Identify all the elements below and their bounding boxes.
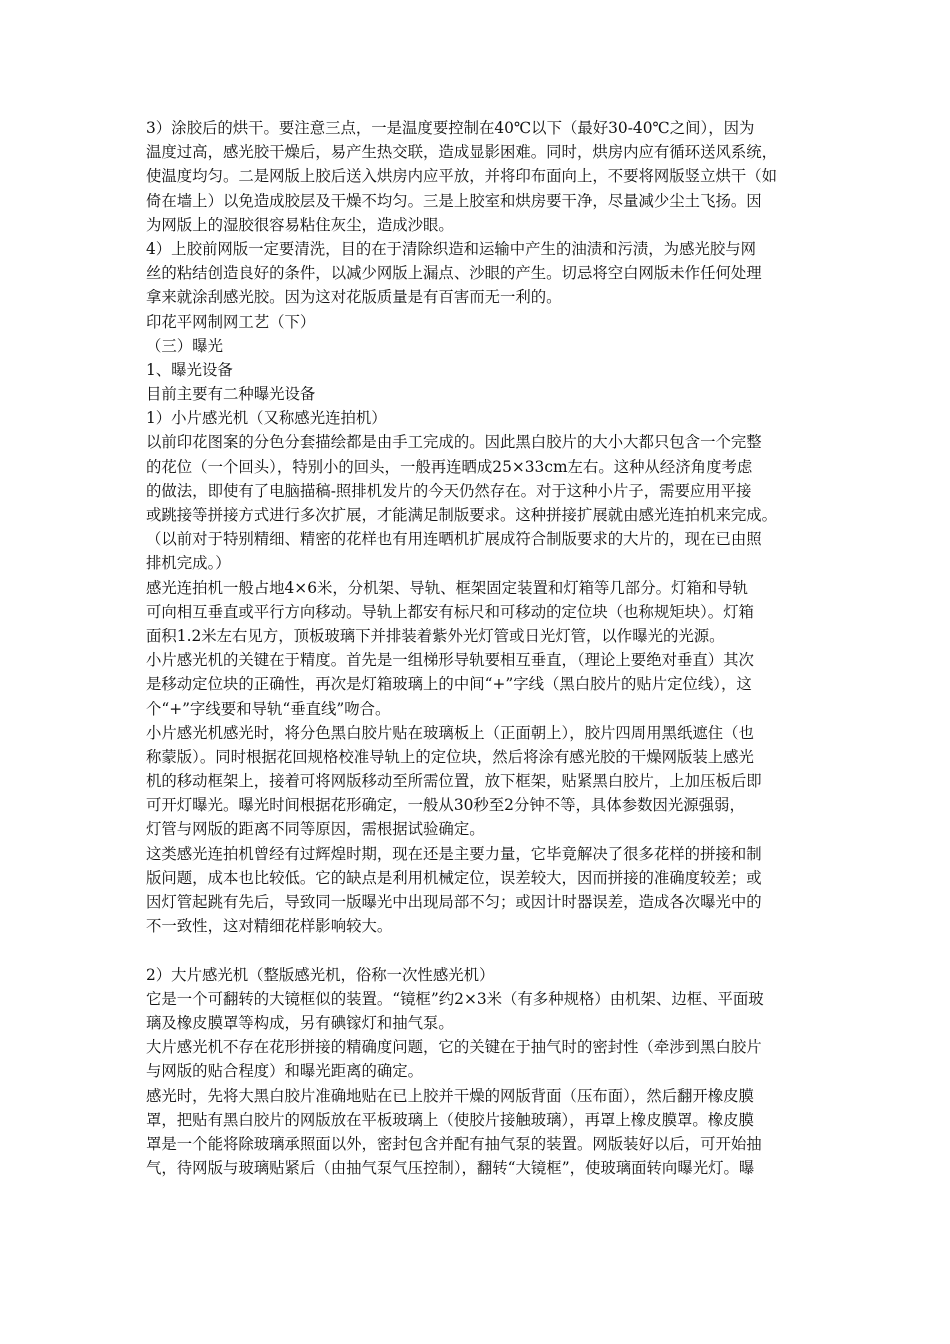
text-line: 2）大片感光机（整版感光机，俗称一次性感光机）	[146, 965, 495, 984]
text-line: （以前对于特别精细、精密的花样也有用连晒机扩展成符合制版要求的大片的，现在已由照	[146, 530, 762, 549]
text-line: 与网版的贴合程度）和曝光距离的确定。	[146, 1062, 424, 1081]
text-line: 倚在墙上）以免造成胶层及干燥不均匀。三是上胶室和烘房要干净，尽量减少尘土飞扬。因	[146, 191, 762, 210]
blank-line	[146, 938, 810, 962]
text-line: 它是一个可翻转的大镜框似的装置。“镜框”约2×3米（有多种规格）由机架、边框、平面玻	[146, 989, 764, 1008]
text-line: 气，待网版与玻璃贴紧后（由抽气泵气压控制），翻转“大镜框”，使玻璃面转向曝光灯。曝	[146, 1159, 755, 1178]
text-line: 温度过高，感光胶干燥后，易产生热交联，造成显影困难。同时，烘房内应有循环送风系统，	[146, 143, 778, 162]
text-line: 感光时，先将大黑白胶片准确地贴在已上胶并干燥的网版背面（压布面），然后翻开橡皮膜	[146, 1086, 754, 1105]
text-line: 版问题，成本也比较低。它的缺点是利用机械定位，误差较大，因而拼接的准确度较差；或	[146, 868, 762, 887]
text-line: 以前印花图案的分色分套描绘都是由手工完成的。因此黑白胶片的大小大都只包含一个完整	[146, 433, 762, 452]
text-line: 因灯管起跳有先后，导致同一版曝光中出现局部不匀；或因计时器误差，造成各次曝光中的	[146, 893, 762, 911]
text-line: 面积1.2米左右见方，顶板玻璃下并排装着紫外光灯管或日光灯管，以作曝光的光源。	[146, 626, 725, 645]
text-line: 大片感光机不存在花形拼接的精确度问题，它的关键在于抽气时的密封性（牵涉到黑白胶片	[146, 1038, 762, 1057]
text-line: 感光连拍机一般占地4×6米，分机架、导轨、框架固定装置和灯箱等几部分。灯箱和导轨	[146, 578, 748, 597]
text-line: 小片感光机的关键在于精度。首先是一组梯形导轨要相互垂直，（理论上要绝对垂直）其次	[146, 651, 754, 670]
text-line: 使温度均匀。二是网版上胶后送入烘房内应平放，并将印布面向上，不要将网版竖立烘干（如	[146, 167, 778, 186]
text-line: 个“+”字线要和导轨“垂直线”吻合。	[146, 699, 391, 718]
text-line: 的花位（一个回头），特别小的回头，一般再连晒成25×33cm左右。这种从经济角度考虑	[146, 457, 753, 476]
text-line: 排机完成。）	[146, 554, 231, 573]
text-line: 3）涂胶后的烘干。要注意三点，一是温度要控制在40℃以下（最好30-40℃之间），因为	[146, 119, 755, 137]
text-line: 称蒙版）。同时根据花回规格校准导轨上的定位块，然后将涂有感光胶的干燥网版装上感光	[146, 747, 754, 766]
text-line: 小片感光机感光时，将分色黑白胶片贴在玻璃板上（正面朝上），胶片四周用黑纸遮住（也	[146, 723, 754, 742]
text-line: 目前主要有二种曝光设备	[146, 385, 316, 404]
text-line: 拿来就涂刮感光胶。因为这对花版质量是有百害而无一利的。	[146, 288, 562, 307]
text-line: 1、曝光设备	[146, 360, 233, 379]
text-line: 可向相互垂直或平行方向移动。导轨上都安有标尺和可移动的定位块（也称规矩块）。灯箱	[146, 602, 754, 621]
text-line: 这类感光连拍机曾经有过辉煌时期，现在还是主要力量，它毕竟解决了很多花样的拼接和制	[146, 844, 762, 863]
text-line: 不一致性，这对精细花样影响较大。	[146, 917, 393, 936]
text-line: 璃及橡皮膜罩等构成，另有碘镓灯和抽气泵。	[146, 1013, 454, 1032]
text-line: 机的移动框架上，接着可将网版移动至所需位置，放下框架，贴紧黑白胶片，上加压板后即	[146, 772, 762, 791]
text-line: 或跳接等拼接方式进行多次扩展，才能满足制版要求。这种拼接扩展就由感光连拍机来完成。	[146, 506, 778, 524]
text-line: 灯管与网版的距离不同等原因，需根据试验确定。	[146, 820, 485, 839]
text-line: 罩，把贴有黑白胶片的网版放在平板玻璃上（使胶片接触玻璃），再罩上橡皮膜罩。橡皮膜	[146, 1110, 754, 1129]
text-line: 的做法，即使有了电脑描稿-照排机发片的今天仍然存在。对于这种小片子，需要应用平接	[146, 481, 752, 500]
text-line: 1）小片感光机（又称感光连拍机）	[146, 409, 387, 428]
text-line: 是移动定位块的正确性，再次是灯箱玻璃上的中间“+”字线（黑白胶片的贴片定位线），这	[146, 675, 752, 694]
text-line: 丝的粘结创造良好的条件，以减少网版上漏点、沙眼的产生。切忌将空白网版未作任何处理	[146, 264, 762, 283]
text-line: 罩是一个能将除玻璃承照面以外，密封包含并配有抽气泵的装置。网版装好以后，可开始抽	[146, 1134, 762, 1153]
text-line: 4）上胶前网版一定要清洗，目的在于清除织造和运输中产生的油渍和污渍，为感光胶与网	[146, 239, 757, 258]
text-line: 可开灯曝光。曝光时间根据花形确定，一般从30秒至2分钟不等，具体参数因光源强弱，	[146, 796, 745, 815]
text-line: 印花平网制网工艺（下）	[146, 312, 316, 331]
text-line: （三）曝光	[146, 336, 223, 355]
document-body	[146, 116, 810, 1180]
text-line: 为网版上的湿胶很容易粘住灰尘，造成沙眼。	[146, 215, 454, 234]
